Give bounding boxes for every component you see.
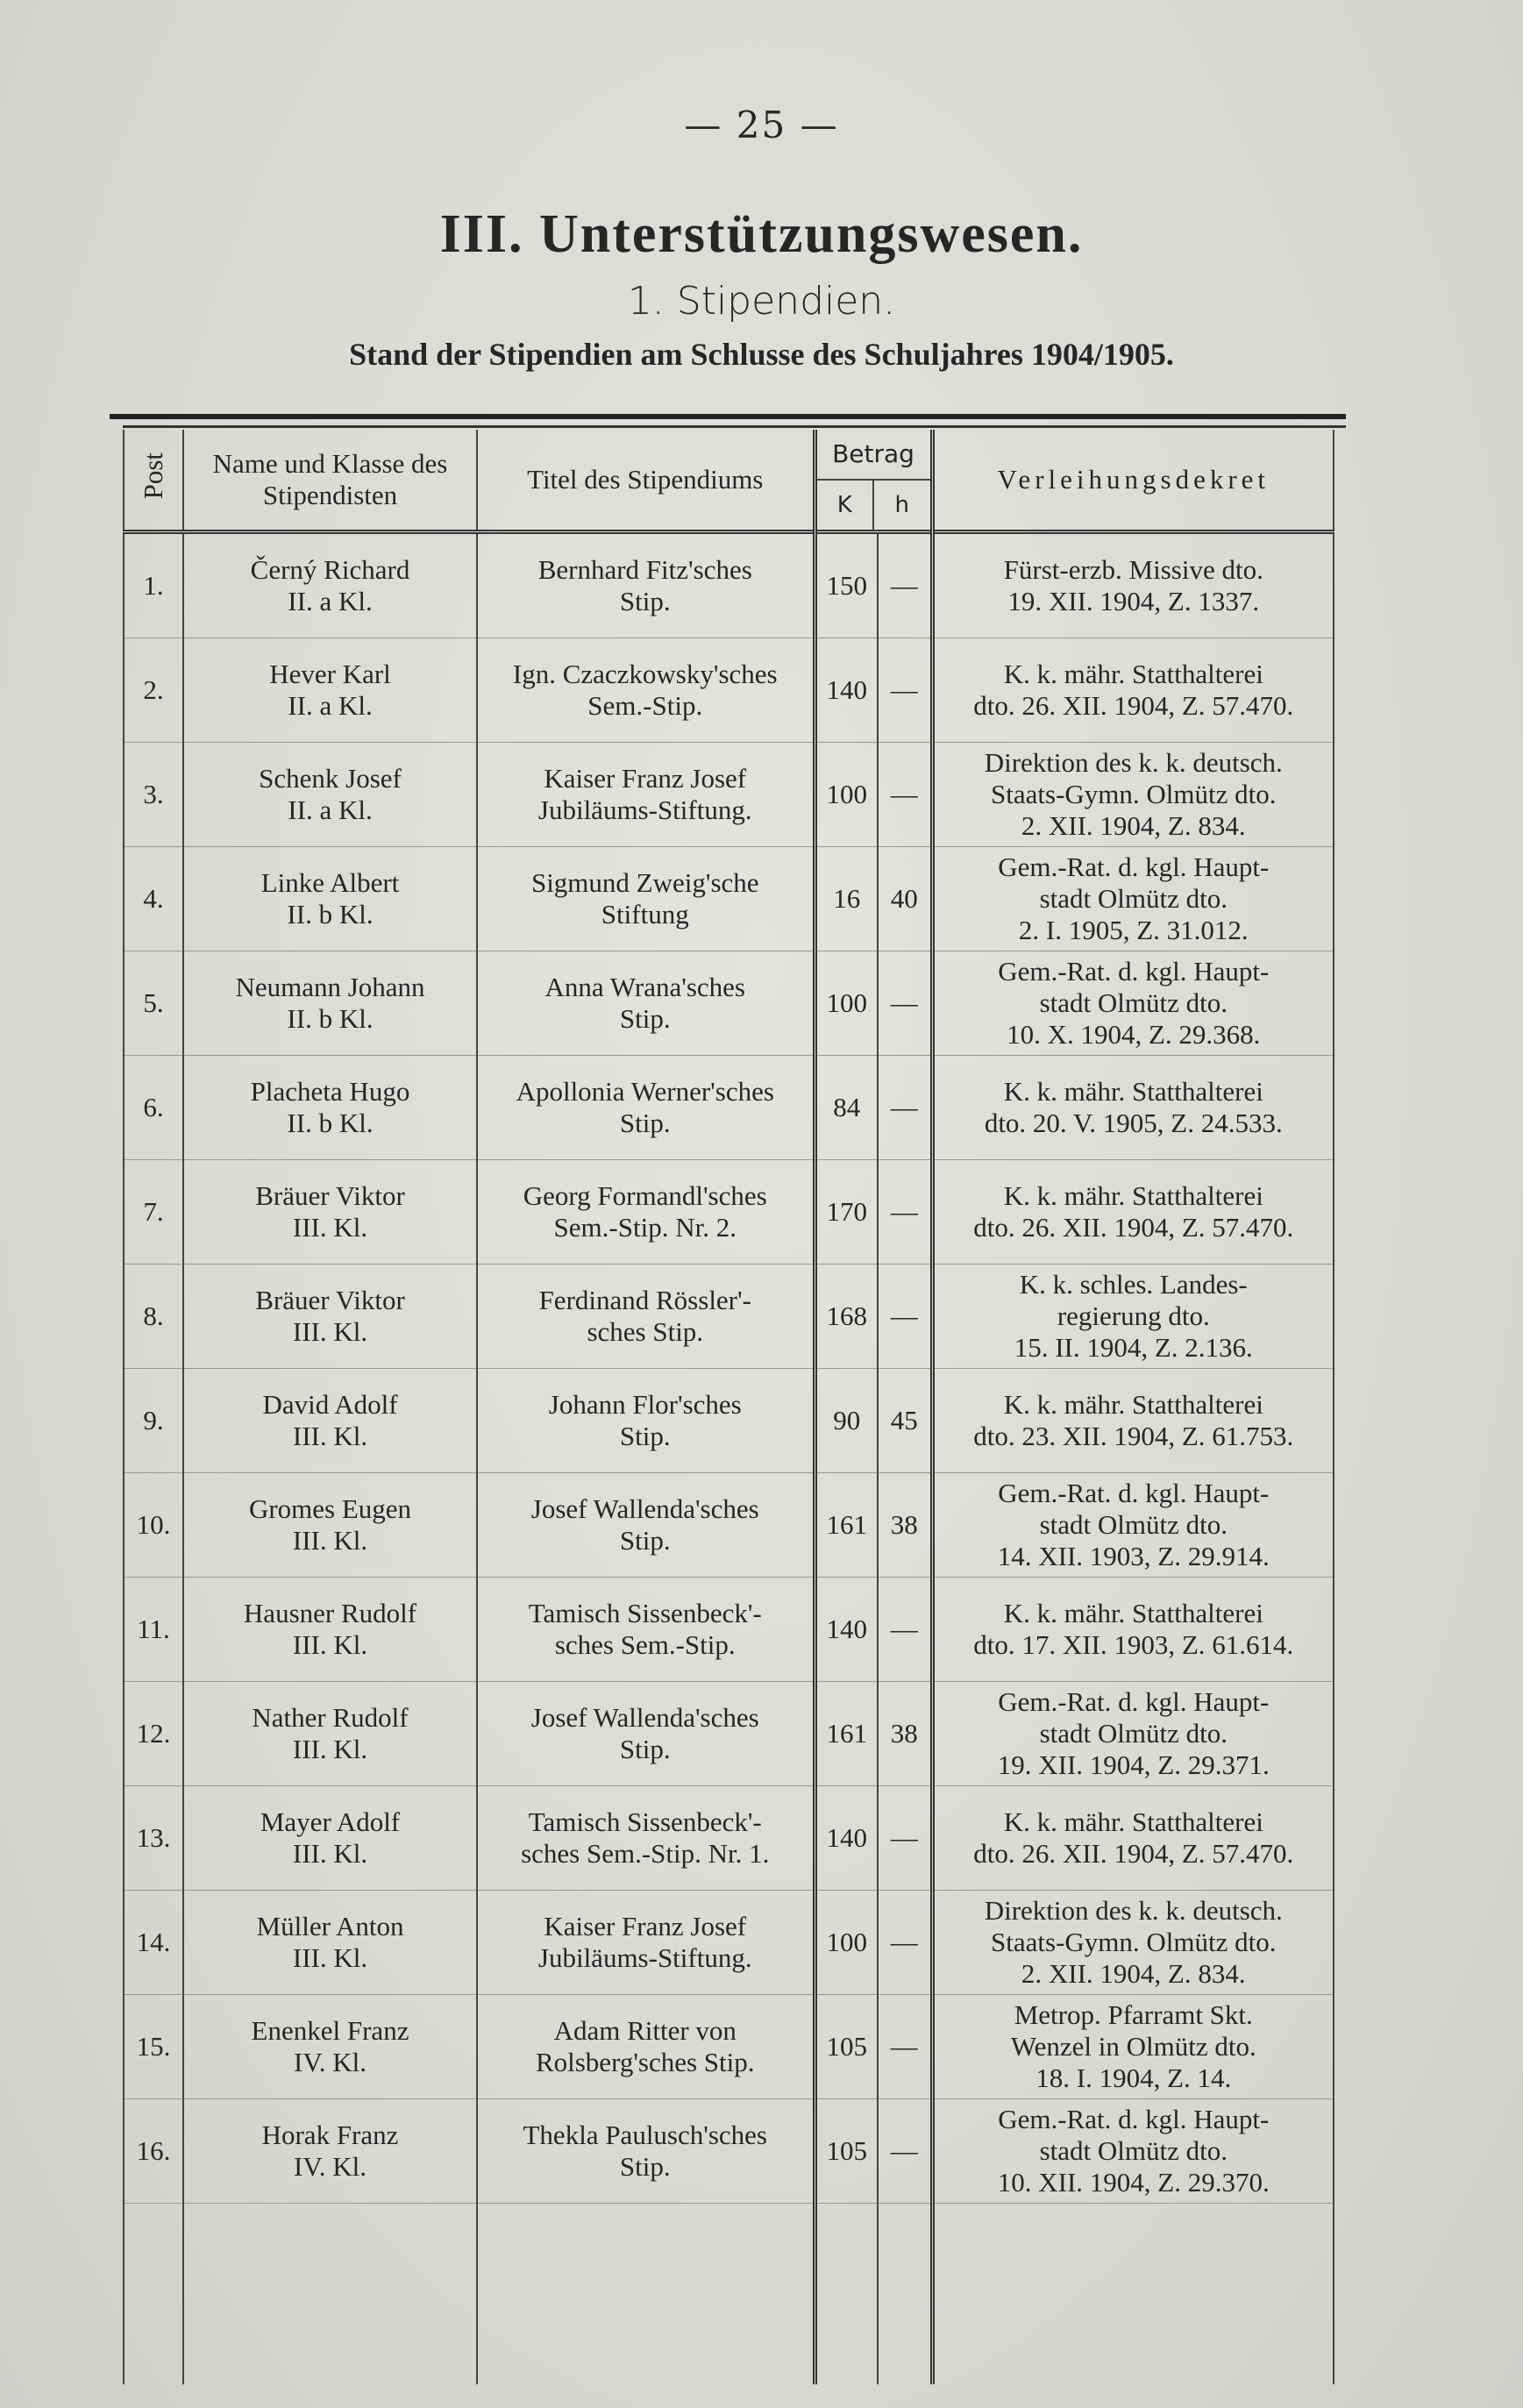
cell-dekret-line: K. k. mähr. Statthalterei [1003,1806,1263,1837]
cell-betrag-k-line: 140 [826,674,867,705]
cell-betrag-h-line: — [890,987,918,1018]
cell-name [183,638,477,743]
cell-titel [477,743,815,847]
cell-dekret-line: stadt Olmütz dto. [1039,987,1228,1018]
cell-post [124,1056,183,1160]
cell-post [124,638,183,743]
cell-name [183,1265,477,1369]
cell-post-line: 13. [136,1822,171,1853]
cell-titel-line: Kaiser Franz Josef [544,763,747,794]
cell-name-line: Mayer Adolf [260,1806,401,1837]
cell-titel-line: Georg Formandl'sches [523,1180,767,1211]
cell-dekret-line: regierung dto. [1057,1300,1210,1331]
cell-name-line: Hausner Rudolf [243,1598,417,1628]
cell-dekret [932,1160,1334,1265]
cell-name-line: Hever Karl [269,659,391,689]
cell-betrag-h [878,1995,932,2099]
cell-dekret-line: K. k. mähr. Statthalterei [1003,1076,1263,1107]
cell-name-line: Černý Richard [250,554,410,585]
cell-dekret [932,532,1334,638]
cell-titel [477,638,815,743]
cell-titel-line: Stip. [619,2151,671,2182]
cell-post-line: 9. [143,1405,164,1436]
cell-post-line: 3. [143,779,164,809]
cell-name-line: Schenk Josef [259,763,402,794]
cell-name-line: II. a Kl. [288,586,373,616]
page-number: — 25 — [684,103,839,146]
cell-titel-line: Anna Wrana'sches [544,972,745,1002]
cell-dekret [932,1786,1334,1891]
cell-titel-line: Jubiläums-Stiftung. [537,794,752,825]
cell-betrag-h-line: 38 [890,1718,918,1749]
cell-betrag-k [815,638,878,743]
cell-post [124,951,183,1056]
cell-dekret-line: K. k. mähr. Statthalterei [1003,1180,1263,1211]
cell-post-line: 14. [136,1927,171,1957]
cell-post [124,1578,183,1682]
cell-name-line: III. Kl. [292,1525,368,1556]
cell-dekret-line: 2. XII. 1904, Z. 834. [1021,810,1246,841]
cell-betrag-h-line: — [890,779,918,809]
header-dekret: Verleihungsdekret [932,430,1334,532]
cell-dekret-line: K. k. mähr. Statthalterei [1003,1389,1263,1420]
table-row [124,638,1334,743]
cell-name-line: II. b Kl. [287,1003,374,1034]
cell-titel-line: Josef Wallenda'sches [530,1702,759,1733]
cell-betrag-k-line: 100 [826,1927,867,1957]
cell-dekret [932,1682,1334,1786]
header-titel: Titel des Stipendiums [477,430,815,532]
cell-dekret-line: Gem.-Rat. d. kgl. Haupt- [998,2104,1270,2134]
cell-titel-line: Stip. [619,1525,671,1556]
cell-titel [477,1891,815,1995]
cell-name-line: David Adolf [262,1389,398,1420]
cell-post-line: 8. [143,1300,164,1331]
cell-name [183,1369,477,1473]
cell-betrag-k-line: 150 [826,570,867,601]
cell-dekret-line: dto. 23. XII. 1904, Z. 61.753. [973,1421,1294,1451]
empty-cell [932,2204,1334,2385]
cell-name-line: II. b Kl. [287,1108,374,1138]
cell-titel-line: Stip. [619,586,671,616]
cell-dekret-line: 2. XII. 1904, Z. 834. [1021,1958,1246,1989]
table-row [124,1995,1334,2099]
table-caption: Stand der Stipendien am Schlusse des Schuljahres 1904/1905. [349,337,1174,372]
cell-name-line: III. Kl. [292,1942,368,1973]
cell-titel-line: Sigmund Zweig'sche [530,867,759,898]
header-k: K [817,481,875,530]
cell-betrag-h-line: — [890,1614,918,1644]
section-title: III. Unterstützungswesen. [439,204,1084,264]
cell-titel [477,1995,815,2099]
table-row [124,1786,1334,1891]
cell-titel [477,1160,815,1265]
table-row [124,1056,1334,1160]
cell-post-line: 10. [136,1509,171,1540]
cell-betrag-h [878,1578,932,1682]
table-row [124,1578,1334,1682]
cell-post-line: 5. [143,987,164,1018]
header-betrag [815,430,932,532]
cell-name-line: Gromes Eugen [248,1493,412,1524]
cell-titel [477,951,815,1056]
cell-name [183,951,477,1056]
cell-betrag-h [878,638,932,743]
cell-titel-line: Stiftung [601,899,689,930]
cell-dekret-line: K. k. mähr. Statthalterei [1003,1598,1263,1628]
cell-dekret [932,1473,1334,1578]
cell-betrag-h-line: — [890,1196,918,1227]
cell-post [124,2099,183,2204]
cell-titel-line: Kaiser Franz Josef [544,1911,747,1941]
cell-titel-line: Ign. Czaczkowsky'sches [512,659,778,689]
cell-betrag-h [878,1056,932,1160]
cell-dekret-line: stadt Olmütz dto. [1039,883,1228,914]
table-row [124,1265,1334,1369]
top-rule [110,414,1346,419]
cell-dekret [932,951,1334,1056]
cell-dekret-line: Metrop. Pfarramt Skt. [1014,1999,1253,2030]
cell-dekret-line: 19. XII. 1904, Z. 29.371. [997,1749,1270,1780]
cell-dekret [932,1578,1334,1682]
cell-betrag-k [815,1578,878,1682]
empty-cell [124,2204,183,2385]
cell-titel-line: Stip. [619,1003,671,1034]
cell-name-line: III. Kl. [292,1838,368,1869]
cell-titel [477,1682,815,1786]
cell-betrag-h [878,951,932,1056]
cell-titel-line: Adam Ritter von [553,2015,737,2046]
cell-name-line: II. b Kl. [287,899,374,930]
cell-betrag-h-line: 45 [890,1405,918,1436]
cell-post [124,1369,183,1473]
header-name: Name und Klasse des Stipendisten [183,430,477,532]
cell-betrag-h [878,1682,932,1786]
cell-titel-line: Stip. [619,1421,671,1451]
cell-dekret [932,2099,1334,2204]
cell-betrag-k-line: 140 [826,1822,867,1853]
cell-betrag-h-line: 40 [890,883,918,914]
cell-name [183,1473,477,1578]
table-row [124,1160,1334,1265]
table-row [124,951,1334,1056]
cell-dekret-line: Direktion des k. k. deutsch. [984,1895,1283,1926]
cell-betrag-k-line: 105 [826,2135,867,2166]
cell-betrag-h-line: 38 [890,1509,918,1540]
cell-betrag-k [815,1786,878,1891]
cell-dekret-line: K. k. mähr. Statthalterei [1003,659,1263,689]
cell-titel [477,1473,815,1578]
cell-dekret-line: Direktion des k. k. deutsch. [984,747,1283,778]
cell-betrag-k-line: 84 [833,1092,861,1122]
cell-dekret-line: dto. 20. V. 1905, Z. 24.533. [984,1108,1283,1138]
cell-name [183,1056,477,1160]
cell-name [183,1786,477,1891]
cell-post-line: 6. [143,1092,164,1122]
cell-dekret-line: 18. I. 1904, Z. 14. [1035,2062,1232,2093]
header-post: Post [124,430,183,532]
cell-dekret [932,638,1334,743]
cell-dekret-line: Staats-Gymn. Olmütz dto. [991,779,1277,809]
cell-titel [477,847,815,951]
empty-cell [815,2204,878,2385]
cell-name-line: III. Kl. [292,1316,368,1347]
cell-betrag-h [878,1473,932,1578]
empty-row [124,2204,1334,2385]
cell-titel [477,2099,815,2204]
cell-dekret-line: K. k. schles. Landes- [1019,1269,1248,1300]
cell-post-line: 11. [137,1614,170,1644]
cell-name-line: III. Kl. [292,1421,368,1451]
cell-dekret [932,1891,1334,1995]
cell-titel-line: Tamisch Sissenbeck'- [528,1806,762,1837]
cell-post [124,1786,183,1891]
cell-betrag-k [815,951,878,1056]
cell-betrag-k [815,1265,878,1369]
cell-dekret-line: stadt Olmütz dto. [1039,1509,1228,1540]
cell-betrag-k-line: 161 [826,1718,867,1749]
cell-titel [477,1578,815,1682]
cell-titel [477,1369,815,1473]
cell-name [183,1995,477,2099]
cell-betrag-k [815,1891,878,1995]
table-row [124,1891,1334,1995]
cell-betrag-k [815,1369,878,1473]
cell-post-line: 15. [136,2031,171,2062]
cell-dekret [932,847,1334,951]
cell-betrag-k [815,1995,878,2099]
cell-titel-line: Rolsberg'sches Stip. [535,2047,755,2077]
cell-betrag-h-line: — [890,1927,918,1957]
cell-titel-line: Ferdinand Rössler'- [538,1285,751,1315]
cell-name-line: Horak Franz [261,2119,399,2150]
subsection-title: 1. Stipendien. [627,279,896,324]
cell-dekret-line: dto. 26. XII. 1904, Z. 57.470. [973,1212,1294,1243]
cell-dekret-line: 10. X. 1904, Z. 29.368. [1007,1019,1261,1050]
cell-dekret-line: 10. XII. 1904, Z. 29.370. [997,2167,1270,2198]
cell-dekret-line: Staats-Gymn. Olmütz dto. [991,1927,1277,1957]
table-body [124,532,1334,2385]
cell-post [124,743,183,847]
table-header [124,430,1334,532]
cell-titel-line: Apollonia Werner'sches [516,1076,774,1107]
cell-betrag-k-line: 100 [826,987,867,1018]
cell-betrag-k [815,532,878,638]
cell-betrag-h [878,743,932,847]
cell-name-line: Nather Rudolf [252,1702,409,1733]
cell-betrag-k-line: 140 [826,1614,867,1644]
cell-name-line: Linke Albert [260,867,400,898]
cell-betrag-k [815,1473,878,1578]
cell-post-line: 4. [143,883,164,914]
cell-betrag-h [878,1786,932,1891]
cell-titel-line: Sem.-Stip. [587,690,703,721]
cell-betrag-h [878,1369,932,1473]
cell-titel-line: Johann Flor'sches [548,1389,742,1420]
cell-name [183,2099,477,2204]
cell-name-line: II. a Kl. [288,690,373,721]
top-rule-thin [123,425,1346,428]
cell-post-line: 12. [136,1718,171,1749]
cell-dekret-line: 14. XII. 1903, Z. 29.914. [997,1541,1270,1571]
cell-titel-line: Josef Wallenda'sches [530,1493,759,1524]
cell-betrag-h-line: — [890,2031,918,2062]
cell-dekret-line: Gem.-Rat. d. kgl. Haupt- [998,956,1270,987]
cell-dekret [932,1056,1334,1160]
cell-betrag-k [815,1160,878,1265]
cell-name-line: Bräuer Viktor [255,1285,405,1315]
cell-name [183,847,477,951]
cell-name-line: III. Kl. [292,1212,368,1243]
table-row [124,1682,1334,1786]
cell-titel-line: Tamisch Sissenbeck'- [528,1598,762,1628]
cell-dekret-line: dto. 26. XII. 1904, Z. 57.470. [973,1838,1294,1869]
table-row [124,532,1334,638]
cell-name-line: Placheta Hugo [250,1076,410,1107]
cell-name-line: III. Kl. [292,1629,368,1660]
empty-cell [183,2204,477,2385]
cell-titel-line: Jubiläums-Stiftung. [537,1942,752,1973]
cell-betrag-h [878,1265,932,1369]
cell-dekret [932,1995,1334,2099]
cell-dekret-line: 19. XII. 1904, Z. 1337. [1007,586,1260,616]
cell-betrag-h-line: — [890,1092,918,1122]
table-row [124,1473,1334,1578]
cell-name [183,1891,477,1995]
empty-cell [477,2204,815,2385]
cell-dekret-line: Gem.-Rat. d. kgl. Haupt- [998,851,1270,882]
cell-betrag-h-line: — [890,1300,918,1331]
cell-betrag-k-line: 161 [826,1509,867,1540]
table-row [124,1369,1334,1473]
cell-name-line: Müller Anton [256,1911,404,1941]
cell-betrag-h-line: — [890,2135,918,2166]
cell-post [124,1265,183,1369]
cell-titel-line: sches Sem.-Stip. [554,1629,736,1660]
cell-post [124,1891,183,1995]
cell-titel [477,1056,815,1160]
stipend-table [123,430,1334,2384]
cell-betrag-k [815,743,878,847]
cell-betrag-k-line: 105 [826,2031,867,2062]
cell-post-line: 7. [143,1196,164,1227]
cell-dekret-line: stadt Olmütz dto. [1039,1718,1228,1749]
cell-dekret-line: Gem.-Rat. d. kgl. Haupt- [998,1686,1270,1717]
header-h: h [894,492,910,518]
cell-titel-line: sches Stip. [587,1316,704,1347]
table-row [124,847,1334,951]
cell-betrag-k-line: 170 [826,1196,867,1227]
cell-name-line: IV. Kl. [294,2151,367,2182]
cell-titel [477,1786,815,1891]
header-betrag-label: Betrag [817,430,930,481]
cell-betrag-h [878,847,932,951]
cell-betrag-k [815,1056,878,1160]
cell-dekret-line: Fürst-erzb. Missive dto. [1003,554,1263,585]
cell-post-line: 16. [136,2135,171,2166]
cell-titel-line: Thekla Paulusch'sches [523,2119,767,2150]
cell-dekret-line: dto. 17. XII. 1903, Z. 61.614. [973,1629,1294,1660]
cell-dekret-line: 2. I. 1905, Z. 31.012. [1018,915,1249,945]
cell-name-line: III. Kl. [292,1734,368,1764]
cell-titel-line: Sem.-Stip. Nr. 2. [553,1212,737,1243]
cell-name [183,532,477,638]
cell-titel-line: Bernhard Fitz'sches [537,554,752,585]
table-row [124,743,1334,847]
cell-titel-line: Stip. [619,1734,671,1764]
cell-dekret-line: Wenzel in Olmütz dto. [1010,2031,1256,2062]
table-row [124,2099,1334,2204]
cell-betrag-k-line: 90 [833,1405,861,1436]
cell-name-line: IV. Kl. [294,2047,367,2077]
cell-betrag-k [815,847,878,951]
cell-dekret [932,1265,1334,1369]
cell-post [124,1995,183,2099]
cell-dekret-line: Gem.-Rat. d. kgl. Haupt- [998,1478,1270,1508]
cell-betrag-h [878,532,932,638]
cell-dekret-line: stadt Olmütz dto. [1039,2135,1228,2166]
cell-betrag-h [878,1891,932,1995]
cell-dekret-line: dto. 26. XII. 1904, Z. 57.470. [973,690,1294,721]
cell-post [124,532,183,638]
cell-dekret-line: 15. II. 1904, Z. 2.136. [1014,1332,1253,1363]
cell-titel-line: sches Sem.-Stip. Nr. 1. [521,1838,770,1869]
cell-dekret [932,1369,1334,1473]
cell-betrag-k-line: 100 [826,779,867,809]
cell-titel [477,1265,815,1369]
cell-dekret [932,743,1334,847]
cell-betrag-k-line: 16 [833,883,861,914]
cell-betrag-h [878,1160,932,1265]
cell-post-line: 1. [143,570,164,601]
cell-betrag-h-line: — [890,674,918,705]
cell-name-line: II. a Kl. [288,794,373,825]
cell-post-line: 2. [143,674,164,705]
cell-betrag-k-line: 168 [826,1300,867,1331]
cell-post [124,1473,183,1578]
cell-name [183,1160,477,1265]
cell-post [124,1682,183,1786]
cell-post [124,1160,183,1265]
cell-betrag-h-line: — [890,1822,918,1853]
cell-name [183,1578,477,1682]
cell-betrag-h-line: — [890,570,918,601]
cell-name-line: Bräuer Viktor [255,1180,405,1211]
cell-name [183,1682,477,1786]
cell-betrag-k [815,1682,878,1786]
cell-name-line: Enenkel Franz [251,2015,409,2046]
cell-betrag-h [878,2099,932,2204]
cell-post [124,847,183,951]
cell-name [183,743,477,847]
empty-cell [878,2204,932,2385]
cell-titel [477,532,815,638]
cell-titel-line: Stip. [619,1108,671,1138]
cell-betrag-k [815,2099,878,2204]
cell-name-line: Neumann Johann [235,972,425,1002]
